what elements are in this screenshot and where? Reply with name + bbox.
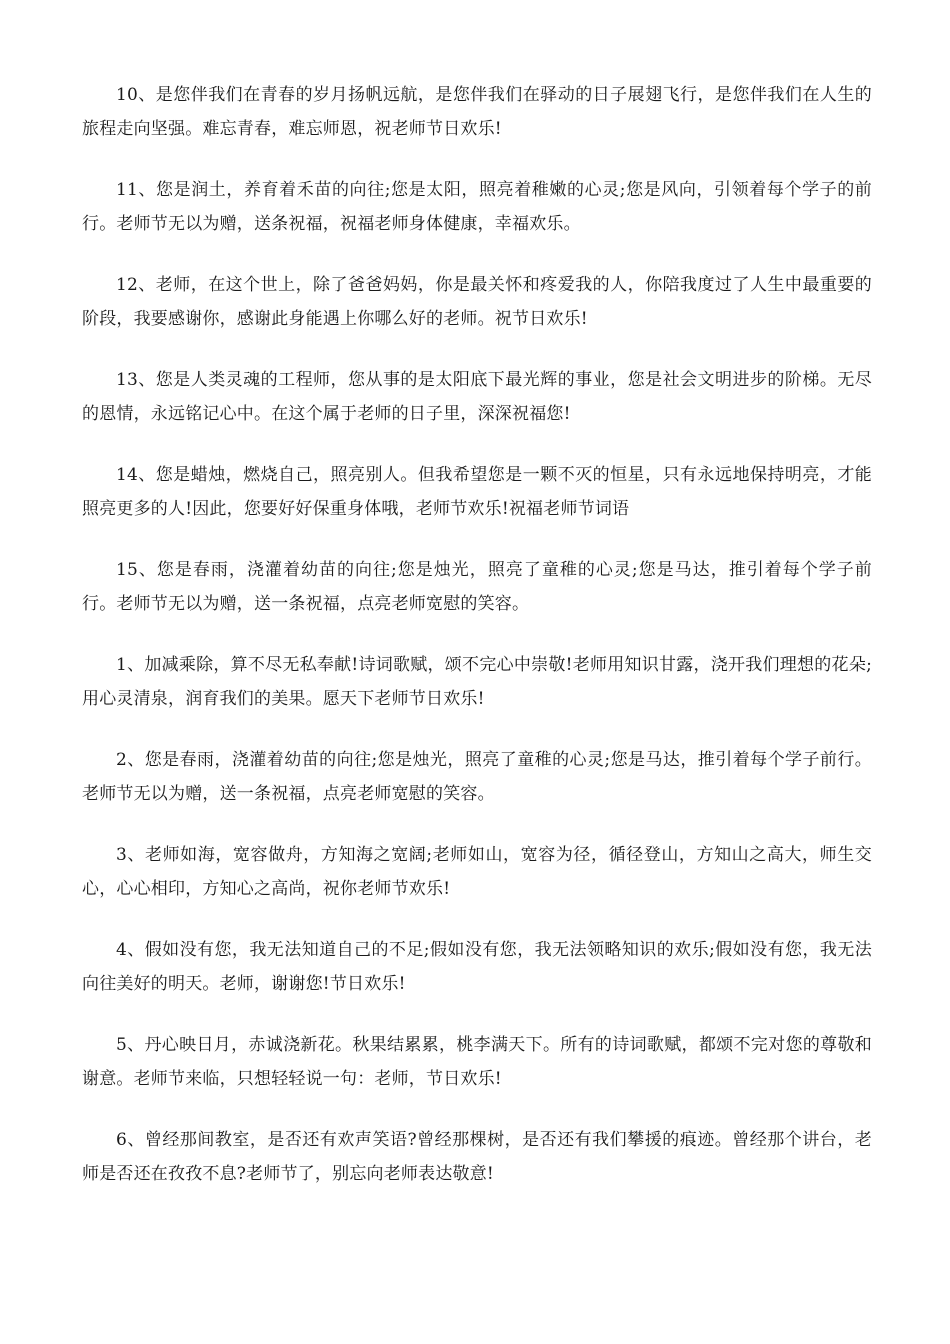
paragraph-14: 14、您是蜡烛，燃烧自己，照亮别人。但我希望您是一颗不灭的恒星，只有永远地保持明亮，才能照亮更多的人!因此，您要好好保重身体哦，老师节欢乐!祝福老师节词语 <box>82 465 872 519</box>
paragraph-6: 6、曾经那间教室，是否还有欢声笑语?曾经那棵树，是否还有我们攀援的痕迹。曾经那个讲台，老师是否还在孜孜不息?老师节了，别忘向老师表达敬意! <box>82 1130 872 1184</box>
document-body <box>82 78 872 1218</box>
paragraph-10: 10、是您伴我们在青春的岁月扬帆远航，是您伴我们在驿动的日子展翅飞行，是您伴我们在人生的旅程走向坚强。难忘青春，难忘师恩，祝老师节日欢乐! <box>82 85 872 139</box>
paragraph-5: 5、丹心映日月，赤诚浇新花。秋果结累累，桃李满天下。所有的诗词歌赋，都颂不完对您的尊敬和谢意。老师节来临，只想轻轻说一句：老师，节日欢乐! <box>82 1035 872 1089</box>
paragraph-1: 1、加减乘除，算不尽无私奉献!诗词歌赋，颂不完心中崇敬!老师用知识甘露，浇开我们理想的花朵;用心灵清泉，润育我们的美果。愿天下老师节日欢乐! <box>82 655 872 709</box>
paragraph-11: 11、您是润土，养育着禾苗的向往;您是太阳，照亮着稚嫩的心灵;您是风向，引领着每个学子的前行。老师节无以为赠，送条祝福，祝福老师身体健康，幸福欢乐。 <box>82 180 872 234</box>
paragraph-2: 2、您是春雨，浇灌着幼苗的向往;您是烛光，照亮了童稚的心灵;您是马达，推引着每个学子前行。老师节无以为赠，送一条祝福，点亮老师宽慰的笑容。 <box>82 750 872 804</box>
paragraph-13: 13、您是人类灵魂的工程师，您从事的是太阳底下最光辉的事业，您是社会文明进步的阶梯。无尽的恩情，永远铭记心中。在这个属于老师的日子里，深深祝福您! <box>82 370 872 424</box>
paragraph-15: 15、您是春雨，浇灌着幼苗的向往;您是烛光，照亮了童稚的心灵;您是马达，推引着每个学子前行。老师节无以为赠，送一条祝福，点亮老师宽慰的笑容。 <box>82 560 872 614</box>
paragraph-12: 12、老师，在这个世上，除了爸爸妈妈，你是最关怀和疼爱我的人，你陪我度过了人生中最重要的阶段，我要感谢你，感谢此身能遇上你哪么好的老师。祝节日欢乐! <box>82 275 872 329</box>
paragraph-3: 3、老师如海，宽容做舟，方知海之宽阔;老师如山，宽容为径，循径登山，方知山之高大，师生交心，心心相印，方知心之高尚，祝你老师节欢乐! <box>82 845 872 899</box>
paragraph-4: 4、假如没有您，我无法知道自己的不足;假如没有您，我无法领略知识的欢乐;假如没有您，我无法向往美好的明天。老师，谢谢您!节日欢乐! <box>82 940 872 994</box>
